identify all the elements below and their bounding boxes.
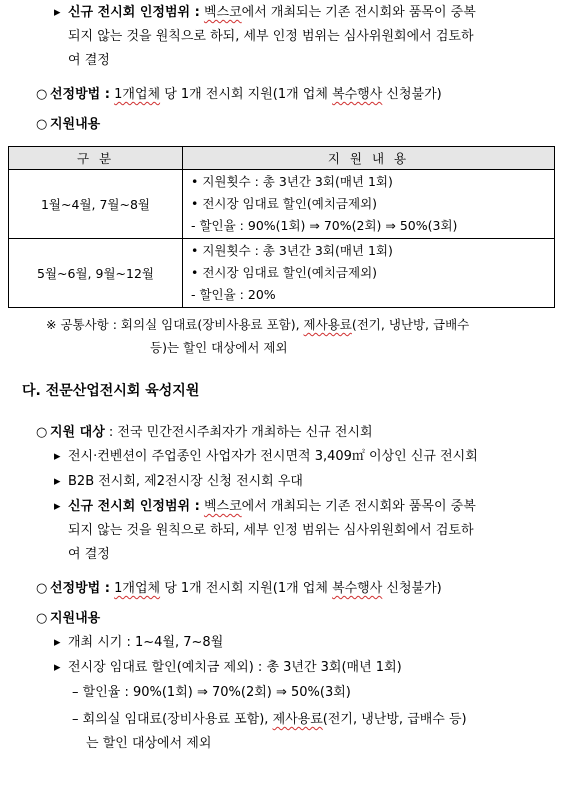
criteria-line-2: 되지 않는 것을 원칙으로 하되, 세부 인정 범위는 심사위원회에서 검토하	[68, 29, 474, 44]
criteria-line-1: ▸ 신규 전시회 인정범위 : 벡스코에서 개최되는 기존 전시회와 품목이 중복	[54, 499, 476, 514]
arrow-bullet-icon: ▸	[54, 635, 61, 650]
criteria-line-3: 여 결정	[68, 53, 110, 68]
exclude-line-1: – 회의실 임대료(장비사용료 포함), 제사용료(전기, 냉난방, 급배수 등)	[72, 712, 467, 727]
content-item: ▸ 개최 시기 : 1~4월, 7~8월	[54, 635, 224, 650]
common-note-line-1: ※ 공통사항 : 회의실 임대료(장비사용료 포함), 제사용료(전기, 냉난방, 급배수	[46, 317, 470, 332]
arrow-bullet-icon: ▸	[54, 474, 61, 489]
method-line: ○ 선정방법 : 1개업체 당 1개 전시회 지원(1개 업체 복수행사 신청불가)	[36, 87, 442, 102]
method-line: ○ 선정방법 : 1개업체 당 1개 전시회 지원(1개 업체 복수행사 신청불가)	[36, 581, 442, 596]
circle-bullet-icon: ○	[36, 117, 48, 132]
content-cell: • 지원횟수 : 총 3년간 3회(매년 1회) • 전시장 임대료 할인(예치금제외) - 할인율 : 20%	[183, 239, 555, 308]
table-row	[9, 239, 555, 308]
method-label: 선정방법 :	[50, 87, 110, 102]
table-header-row	[9, 147, 555, 170]
target-label: 지원 대상	[50, 425, 105, 440]
target-item: ▸ B2B 전시회, 제2전시장 신청 전시회 우대	[54, 474, 303, 489]
arrow-bullet-icon: ▸	[54, 660, 61, 675]
common-note-line-2: 등)는 할인 대상에서 제외	[150, 340, 288, 355]
arrow-bullet-icon: ▸	[54, 449, 61, 464]
reference-mark-icon: ※	[46, 317, 57, 332]
criteria-line-2: 되지 않는 것을 원칙으로 하되, 세부 인정 범위는 심사위원회에서 검토하	[68, 523, 474, 538]
circle-bullet-icon: ○	[36, 581, 48, 596]
bexco-word: 벡스코	[203, 5, 242, 20]
table-row	[9, 170, 555, 239]
content-heading: ○ 지원내용	[36, 611, 101, 626]
circle-bullet-icon: ○	[36, 611, 48, 626]
support-table	[8, 146, 555, 308]
target-line: ○ 지원 대상 : 전국 민간전시주최자가 개최하는 신규 전시회	[36, 425, 373, 440]
discount-line: – 할인율 : 90%(1회) ⇒ 70%(2회) ⇒ 50%(3회)	[72, 685, 351, 700]
content-item: ▸ 전시장 임대료 할인(예치금 제외) : 총 3년간 3회(매년 1회)	[54, 660, 402, 675]
criteria-label: 신규 전시회 인정범위 :	[68, 5, 200, 20]
circle-bullet-icon: ○	[36, 425, 48, 440]
criteria-line-1: ▸ 신규 전시회 인정범위 : 벡스코에서 개최되는 기존 전시회와 품목이 중복	[54, 5, 476, 20]
exclude-line-2: 는 할인 대상에서 제외	[86, 736, 212, 751]
period-cell: 1월~4월, 7월~8월	[9, 170, 183, 239]
target-item: ▸ 전시·컨벤션이 주업종인 사업자가 전시면적 3,409㎡ 이상인 신규 전시회	[54, 449, 478, 464]
period-cell: 5월~6월, 9월~12월	[9, 239, 183, 308]
section-title: 다. 전문산업전시회 육성지원	[22, 383, 200, 399]
arrow-bullet-icon: ▸	[54, 5, 61, 20]
bexco-word: 벡스코	[203, 499, 242, 514]
circle-bullet-icon: ○	[36, 87, 48, 102]
header-category: 구 분	[9, 147, 183, 170]
content-heading: ○ 지원내용	[36, 117, 101, 132]
criteria-line-3: 여 결정	[68, 547, 110, 562]
content-cell: • 지원횟수 : 총 3년간 3회(매년 1회) • 전시장 임대료 할인(예치금제외) - 할인율 : 90%(1회) ⇒ 70%(2회) ⇒ 50%(3회)	[183, 170, 555, 239]
header-content: 지 원 내 용	[183, 147, 555, 170]
arrow-bullet-icon: ▸	[54, 499, 61, 514]
